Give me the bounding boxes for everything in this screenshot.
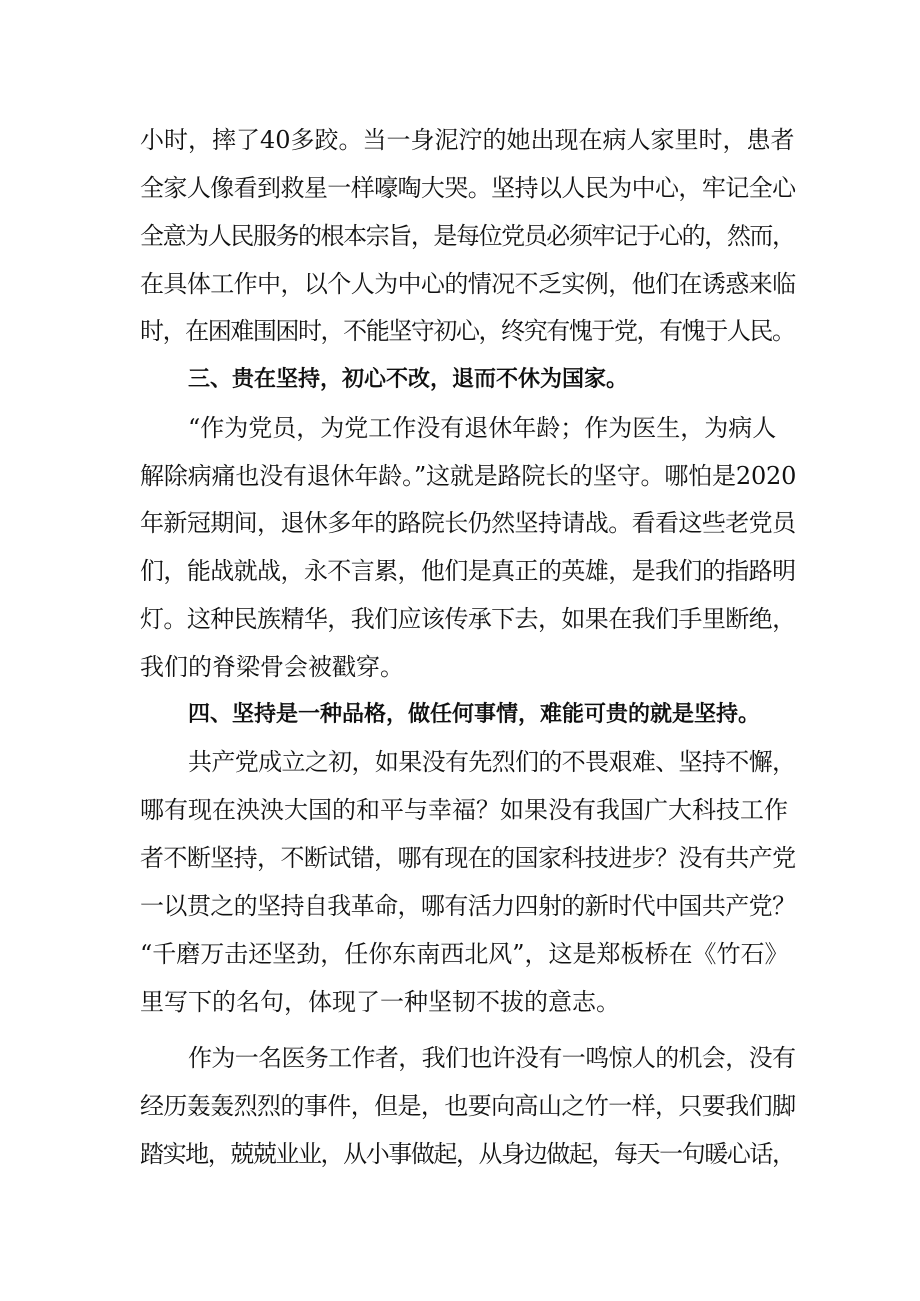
text-line: 作为一名医务工作者，我们也许没有一鸣惊人的机会，没有 bbox=[188, 1044, 796, 1072]
text-line: 年新冠期间，退休多年的路院长仍然坚持请战。看看这些老党员 bbox=[140, 509, 796, 537]
text-line: 全意为人民服务的根本宗旨，是每位党员必须牢记于心的，然而， bbox=[140, 222, 795, 250]
text-line: 时，在困难围困时，不能坚守初心，终究有愧于党，有愧于人民。 bbox=[140, 317, 795, 345]
text-line: “千磨万击还坚劲，任你东南西北风”，这是郑板桥在《竹石》 bbox=[140, 940, 789, 968]
text-line: “作为党员，为党工作没有退休年龄；作为医生，为病人 bbox=[188, 414, 777, 442]
section-heading: 四、坚持是一种品格，做任何事情，难能可贵的就是坚持。 bbox=[188, 702, 761, 727]
text-line: 共产党成立之初，如果没有先烈们的不畏艰难、坚持不懈， bbox=[188, 748, 796, 776]
text-line: 者不断坚持，不断试错，哪有现在的国家科技进步？没有共产党 bbox=[140, 844, 796, 872]
text-line: 踏实地，兢兢业业，从小事做起，从身边做起，每天一句暖心话， bbox=[140, 1140, 795, 1168]
text-line: 们，能战就战，永不言累，他们是真正的英雄，是我们的指路明 bbox=[140, 557, 796, 585]
text-line: 哪有现在泱泱大国的和平与幸福？如果没有我国广大科技工作 bbox=[140, 796, 788, 824]
text-line: 灯。这种民族精华，我们应该传承下去，如果在我们手里断绝， bbox=[140, 605, 796, 633]
text-line: 里写下的名句，体现了一种坚韧不拔的意志。 bbox=[140, 988, 620, 1016]
text-line: 小时，摔了40多跤。当一身泥泞的她出现在病人家里时，患者 bbox=[140, 126, 795, 154]
section-heading: 三、贵在坚持，初心不改，退而不休为国家。 bbox=[188, 367, 629, 392]
text-line: 经历轰轰烈烈的事件，但是，也要向高山之竹一样，只要我们脚 bbox=[140, 1092, 796, 1120]
text-line: 全家人像看到救星一样嚎啕大哭。坚持以人民为中心，牢记全心 bbox=[140, 174, 796, 202]
text-line: 我们的脊梁骨会被戳穿。 bbox=[140, 653, 404, 681]
text-line: 在具体工作中，以个人为中心的情况不乏实例，他们在诱惑来临 bbox=[140, 270, 796, 298]
text-line: 解除病痛也没有退休年龄。”这就是路院长的坚守。哪怕是2020 bbox=[140, 462, 797, 490]
text-line: 一以贯之的坚持自我革命，哪有活力四射的新时代中国共产党？ bbox=[140, 892, 796, 920]
